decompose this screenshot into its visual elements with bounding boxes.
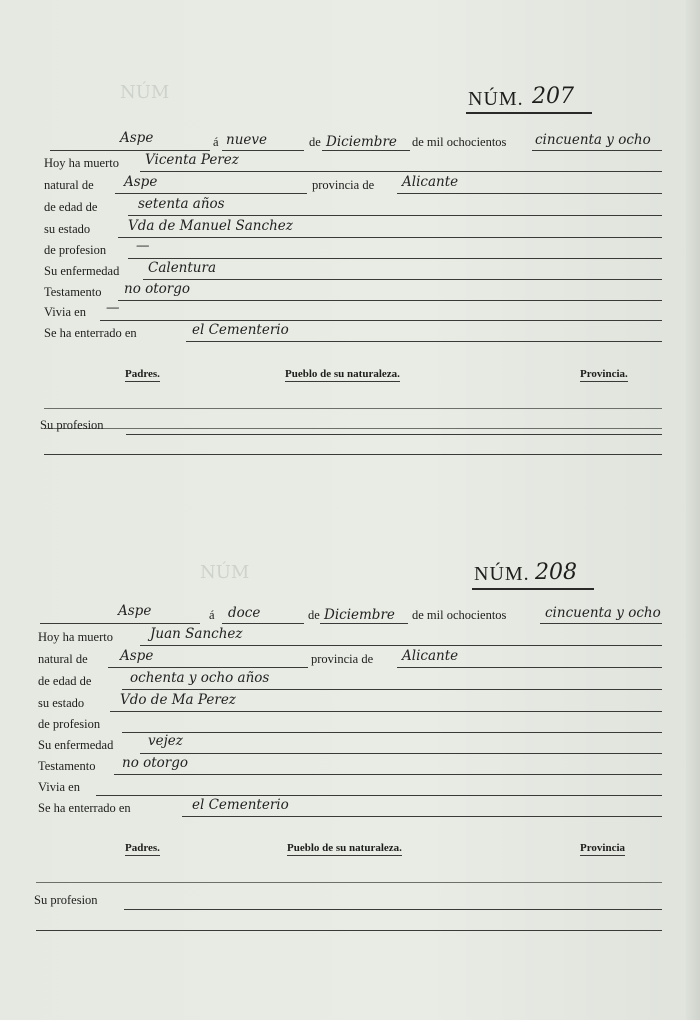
residence-line bbox=[100, 320, 662, 321]
will-label: Testamento bbox=[44, 285, 102, 299]
profession-line bbox=[122, 732, 662, 733]
will-label: Testamento bbox=[38, 759, 96, 773]
deceased-label: Hoy ha muerto bbox=[38, 630, 113, 644]
illness-field: Calentura bbox=[148, 260, 217, 276]
provincia-label: provincia de bbox=[311, 652, 374, 666]
year-label: de mil ochocientos bbox=[412, 135, 507, 149]
place-field: Aspe bbox=[118, 603, 152, 619]
profession-label: de profesion bbox=[44, 243, 107, 257]
will-line bbox=[114, 774, 662, 775]
parents-line-2 bbox=[44, 428, 662, 429]
day-line bbox=[222, 150, 304, 151]
profession-line bbox=[128, 258, 662, 259]
natural-field: Aspe bbox=[124, 174, 158, 190]
deceased-field: Vicenta Perez bbox=[145, 152, 239, 168]
record-number: 207 bbox=[532, 84, 574, 109]
record-end-line bbox=[36, 930, 662, 931]
burial-label: Se ha enterrado en bbox=[44, 326, 137, 340]
place-line bbox=[50, 150, 210, 151]
age-label: de edad de bbox=[38, 674, 92, 688]
place-line bbox=[40, 623, 200, 624]
number-underline bbox=[472, 588, 594, 590]
deceased-line bbox=[140, 645, 662, 646]
month-field: Diciembre bbox=[326, 134, 397, 150]
parents-line-1 bbox=[44, 408, 662, 409]
parents-header: Padres. bbox=[125, 368, 160, 380]
provincia-line bbox=[397, 667, 662, 668]
age-line bbox=[122, 689, 662, 690]
day-field: doce bbox=[228, 605, 261, 621]
year-label: de mil ochocientos bbox=[412, 608, 507, 622]
residence-field: — bbox=[106, 300, 120, 316]
parents-header: Padres. bbox=[125, 842, 160, 854]
provincia-line bbox=[397, 193, 662, 194]
burial-label: Se ha enterrado en bbox=[38, 801, 131, 815]
parents-profession-label: Su profesion bbox=[40, 418, 104, 432]
age-label: de edad de bbox=[44, 200, 98, 214]
month-line bbox=[322, 150, 410, 151]
number-underline bbox=[466, 112, 592, 114]
year-field: cincuenta y ocho bbox=[535, 132, 651, 148]
record-end-line bbox=[44, 454, 662, 455]
profession-label: de profesion bbox=[38, 717, 101, 731]
residence-label: Vivia en bbox=[38, 780, 80, 794]
de-label: de bbox=[309, 135, 321, 149]
parents-line-1 bbox=[36, 882, 662, 883]
parents-profession-label: Su profesion bbox=[34, 893, 98, 907]
burial-line bbox=[186, 341, 662, 342]
deceased-field: Juan Sanchez bbox=[150, 626, 243, 642]
status-line bbox=[110, 711, 662, 712]
illness-label: Su enfermedad bbox=[38, 738, 114, 752]
illness-line bbox=[140, 753, 662, 754]
age-field: setenta años bbox=[138, 196, 225, 212]
natural-label: natural de bbox=[38, 652, 88, 666]
illness-field: vejez bbox=[148, 733, 183, 749]
will-line bbox=[118, 300, 662, 301]
age-line bbox=[128, 215, 662, 216]
record-number-label: NÚM. bbox=[468, 88, 524, 110]
natural-label: natural de bbox=[44, 178, 94, 192]
provincia-field: Alicante bbox=[402, 174, 459, 190]
status-field: Vda de Manuel Sanchez bbox=[128, 218, 293, 234]
illness-line bbox=[143, 279, 662, 280]
deceased-label: Hoy ha muerto bbox=[44, 156, 119, 170]
natural-line bbox=[115, 193, 307, 194]
provincia-label: provincia de bbox=[312, 178, 375, 192]
province-header: Provincia. bbox=[580, 368, 628, 380]
status-line bbox=[118, 237, 662, 238]
burial-field: el Cementerio bbox=[192, 322, 289, 338]
parents-profession-line bbox=[124, 909, 662, 910]
year-line bbox=[532, 150, 662, 151]
year-field: cincuenta y ocho bbox=[545, 605, 661, 621]
profession-field: — bbox=[136, 238, 150, 254]
deceased-line bbox=[140, 171, 662, 172]
residence-line bbox=[96, 795, 662, 796]
month-line bbox=[320, 623, 408, 624]
province-header: Provincia bbox=[580, 842, 626, 854]
page-edge bbox=[686, 0, 700, 1020]
status-field: Vdo de Ma Perez bbox=[120, 692, 236, 708]
year-line bbox=[540, 623, 662, 624]
status-label: su estado bbox=[44, 222, 91, 236]
hometown-header: Pueblo de su naturaleza. bbox=[285, 368, 400, 380]
provincia-field: Alicante bbox=[402, 648, 459, 664]
bleed-through-mark: NÚM bbox=[120, 82, 170, 103]
de-label: de bbox=[308, 608, 320, 622]
hometown-header: Pueblo de su naturaleza. bbox=[287, 842, 402, 854]
age-field: ochenta y ocho años bbox=[130, 670, 270, 686]
a-label: á bbox=[213, 135, 219, 149]
a-label: á bbox=[209, 608, 215, 622]
natural-line bbox=[108, 667, 308, 668]
status-label: su estado bbox=[38, 696, 85, 710]
bleed-through-mark: NÚM bbox=[200, 562, 250, 583]
day-field: nueve bbox=[226, 132, 267, 148]
parents-profession-line bbox=[126, 434, 662, 435]
burial-line bbox=[182, 816, 662, 817]
will-field: no otorgo bbox=[122, 755, 189, 771]
record-number: 208 bbox=[535, 560, 577, 585]
illness-label: Su enfermedad bbox=[44, 264, 120, 278]
month-field: Diciembre bbox=[324, 607, 395, 623]
natural-field: Aspe bbox=[120, 648, 154, 664]
residence-label: Vivia en bbox=[44, 305, 86, 319]
day-line bbox=[222, 623, 304, 624]
place-field: Aspe bbox=[120, 130, 154, 146]
record-number-label: NÚM. bbox=[474, 563, 530, 585]
will-field: no otorgo bbox=[124, 281, 191, 297]
burial-field: el Cementerio bbox=[192, 797, 289, 813]
